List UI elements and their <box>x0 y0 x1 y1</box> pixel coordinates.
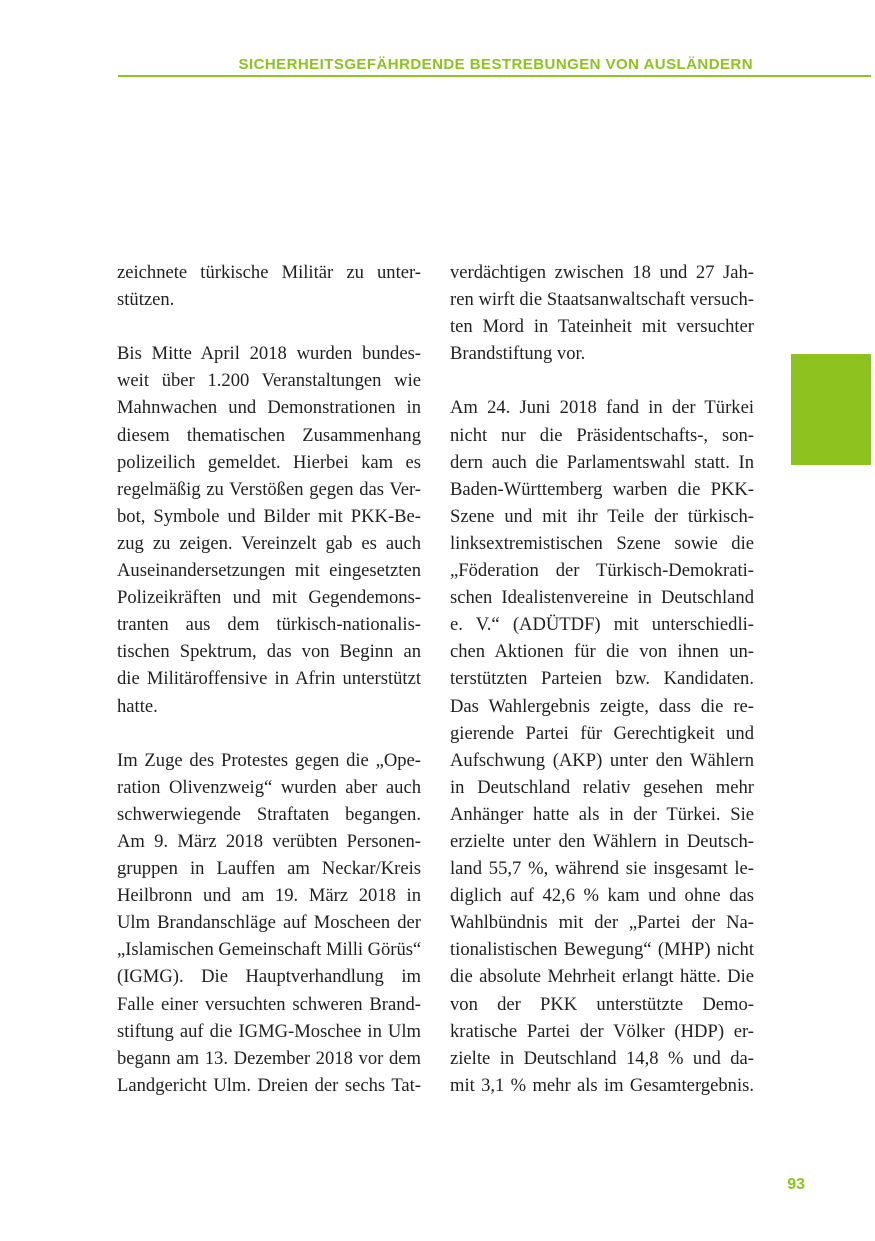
paragraph-wahlen <box>450 394 754 1098</box>
text-line: Ulm Brandanschläge auf Moscheen der <box>117 912 421 934</box>
text-line: dern auch die Parlamentswahl statt. In <box>450 451 754 473</box>
text-line: zielte in Deutschland 14,8 % und da- <box>450 1047 754 1069</box>
text-line: Brandstiftung vor. <box>450 343 586 365</box>
text-line: Landgericht Ulm. Dreien der sechs Tat- <box>117 1074 421 1096</box>
text-line: polizeilich gemeldet. Hierbei kam es <box>117 451 421 473</box>
text-line: Baden-Württemberg warben die PKK- <box>450 478 754 500</box>
text-line: e. V.“ (ADÜTDF) mit unterschiedli- <box>450 614 754 636</box>
text-line: terstützten Parteien bzw. Kandidaten. <box>450 668 754 690</box>
text-line: die Militäroffensive in Afrin unterstützt <box>117 668 421 690</box>
text-line: chen Aktionen für die von ihnen un- <box>450 641 754 663</box>
text-line: „Islamischen Gemeinschaft Milli Görüs“ <box>117 939 422 961</box>
right-text-column <box>450 259 754 1099</box>
text-line: stiftung auf die IGMG-Moschee in Ulm <box>117 1020 421 1042</box>
text-line: tionalistischen Bewegung“ (MHP) nicht <box>450 939 754 961</box>
text-line: gruppen in Lauffen am Neckar/Kreis <box>117 858 421 880</box>
text-line: land 55,7 %, während sie insgesamt le- <box>450 858 754 880</box>
text-line: schen Idealistenvereine in Deutschland <box>450 587 754 609</box>
text-line: in Deutschland relativ gesehen mehr <box>450 776 754 798</box>
paragraph-gap <box>117 313 421 340</box>
text-line: Am 9. März 2018 verübten Personen- <box>117 830 421 852</box>
paragraph-gap <box>450 367 754 394</box>
text-line: mit 3,1 % mehr als im Gesamtergebnis. <box>450 1074 754 1096</box>
text-line: bot, Symbole und Bilder mit PKK-Be- <box>117 505 421 527</box>
text-line: ren wirft die Staatsanwaltschaft versuch- <box>450 289 754 311</box>
text-line: Auseinandersetzungen mit eingesetzten <box>117 560 421 582</box>
text-line: erzielte unter den Wählern in Deutsch- <box>450 830 754 852</box>
text-line: die absolute Mehrheit erlangt hätte. Die <box>450 966 754 988</box>
text-line: Heilbronn und am 19. März 2018 in <box>117 885 421 907</box>
text-line: gierende Partei für Gerechtigkeit und <box>450 722 754 744</box>
text-line: Szene und mit ihr Teile der türkisch- <box>450 505 754 527</box>
text-line: ten Mord in Tateinheit mit versuchter <box>450 316 754 338</box>
text-line: nicht nur die Präsidentschafts-, son- <box>450 424 754 446</box>
text-line: verdächtigen zwischen 18 und 27 Jah- <box>450 262 754 283</box>
text-line: Mahnwachen und Demonstrationen in <box>117 397 421 419</box>
text-line: zeichnete türkische Militär zu unter- <box>117 262 421 283</box>
text-line: diesem thematischen Zusammenhang <box>117 424 421 446</box>
text-line: stützen. <box>117 289 175 311</box>
text-line: linksextremistischen Szene sowie die <box>450 532 754 554</box>
text-line: begann am 13. Dezember 2018 vor dem <box>117 1047 421 1069</box>
text-line: regelmäßig zu Verstößen gegen das Ver- <box>117 478 421 500</box>
header-rule <box>118 75 871 77</box>
page-number: 93 <box>787 1176 805 1193</box>
paragraph-tatverdaechtige <box>450 259 754 367</box>
text-line: Wahlbündnis mit der „Partei der Na- <box>450 912 754 934</box>
paragraph-gap <box>117 720 421 747</box>
left-text-column <box>117 259 421 1099</box>
text-line: diglich auf 42,6 % kam und ohne das <box>450 885 754 907</box>
paragraph-continuation <box>117 259 421 313</box>
text-line: weit über 1.200 Veranstaltungen wie <box>117 370 421 392</box>
text-line: zug zu zeigen. Vereinzelt gab es auch <box>117 532 421 554</box>
text-line: Im Zuge des Protestes gegen die „Ope- <box>117 749 421 771</box>
text-line: Falle einer versuchten schweren Brand- <box>117 993 421 1015</box>
text-line: Anhänger hatte als in der Türkei. Sie <box>450 803 754 825</box>
text-line: Bis Mitte April 2018 wurden bundes- <box>117 343 421 365</box>
text-line: tischen Spektrum, das von Beginn an <box>117 641 421 663</box>
text-line: „Föderation der Türkisch-Demokrati- <box>450 560 754 582</box>
chapter-tab-marker <box>791 354 871 465</box>
text-line: hatte. <box>117 695 158 717</box>
text-line: (IGMG). Die Hauptverhandlung im <box>117 966 421 988</box>
running-header-title: SICHERHEITSGEFÄHRDENDE BESTREBUNGEN VON AUSLÄNDERN <box>238 56 753 73</box>
text-line: Am 24. Juni 2018 fand in der Türkei <box>450 397 754 419</box>
text-line: von der PKK unterstützte Demo- <box>450 993 754 1015</box>
paragraph-olivenzweig <box>117 747 421 1099</box>
paragraph-veranstaltungen <box>117 340 421 719</box>
text-line: Das Wahlergebnis zeigte, dass die re- <box>450 695 754 717</box>
text-line: schwerwiegende Straftaten begangen. <box>117 803 421 825</box>
text-line: Aufschwung (AKP) unter den Wählern <box>450 749 754 771</box>
text-line: tranten aus dem türkisch-nationalis- <box>117 614 421 636</box>
text-line: ration Olivenzweig“ wurden aber auch <box>117 776 421 798</box>
text-line: Polizeikräften und mit Gegendemons- <box>117 587 421 609</box>
text-line: kratische Partei der Völker (HDP) er- <box>450 1020 754 1042</box>
